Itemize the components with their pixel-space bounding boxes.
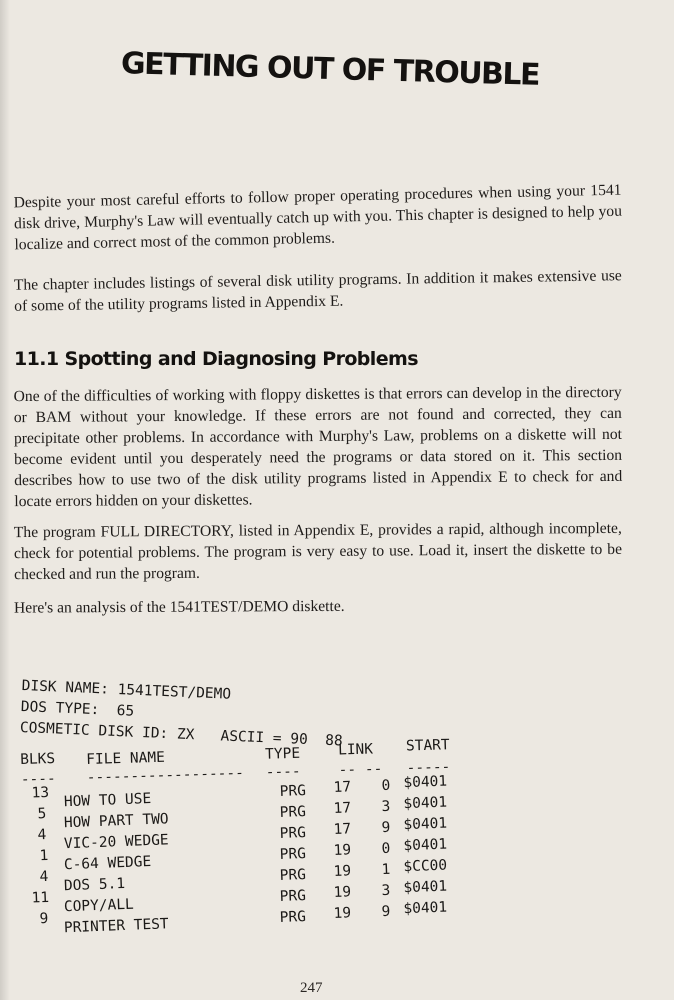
file-link-sector: 3 <box>381 882 391 900</box>
file-name: COPY/ALL <box>63 896 135 916</box>
file-blocks: 11 <box>31 889 50 907</box>
file-link-track: 19 <box>333 863 352 880</box>
file-link-sector: 1 <box>381 861 391 879</box>
file-type: PRG <box>279 825 307 843</box>
disk-name-line: DISK NAME: 1541TEST/DEMO <box>21 678 232 703</box>
section-paragraph-3: Here's an analysis of the 1541TEST/DEMO diskette. <box>13 597 345 617</box>
file-link-track: 17 <box>333 779 352 796</box>
section-heading: 11.1 Spotting and Diagnosing Problems <box>14 348 418 370</box>
file-blocks: 9 <box>39 910 49 928</box>
cosmetic-disk-id-line: COSMETIC DISK ID: ZX ASCII = 90 88 <box>19 719 343 750</box>
file-type: PRG <box>279 867 307 885</box>
column-dash-file-name: ------------------ <box>86 765 245 787</box>
file-link-track: 19 <box>333 884 352 901</box>
file-row <box>20 773 448 815</box>
column-dash-start: ----- <box>406 759 451 777</box>
section-paragraph-2: The program FULL DIRECTORY, listed in Appendix E, provides a rapid, although incomplete, check for potential problems. The program is very easy to use. Load it, insert the diskette to be checked and run the program. <box>13 519 623 584</box>
file-name: C-64 WEDGE <box>63 853 152 874</box>
file-link-sector: 0 <box>381 840 391 858</box>
file-type: PRG <box>279 804 307 822</box>
file-link-sector: 3 <box>381 798 391 816</box>
file-link-sector: 9 <box>381 819 391 837</box>
file-type: PRG <box>279 846 307 864</box>
file-blocks: 4 <box>37 826 47 844</box>
column-dash-blks: ---- <box>20 770 56 788</box>
file-name: HOW PART TWO <box>63 811 169 832</box>
column-dash-link: -- -- <box>338 761 383 779</box>
intro-paragraph-2: The chapter includes listings of several disk utility programs. In addition it makes extensive use of some of the utility programs listed in Appendix E. <box>13 267 622 315</box>
file-type: PRG <box>279 909 307 927</box>
file-blocks: 1 <box>39 847 49 865</box>
column-header-link: LINK <box>337 741 374 759</box>
file-blocks: 4 <box>39 868 49 886</box>
file-type: PRG <box>279 888 307 906</box>
column-header-file-name: FILE NAME <box>86 749 166 769</box>
file-start-address: $0401 <box>403 878 448 897</box>
section-paragraph-1: One of the difficulties of working with floppy diskettes is that errors can develop in the directory or BAM without your knowledge. If these errors are not found and corrected, they can precipitate other problems. In accordance with Murphy's Law, problems on a diskette will not become evident until you desperately need the programs or data stored on it. This section describes how to use two of the disk utility programs listed in Appendix E to check for and locate errors hidden on your diskettes. <box>13 383 623 511</box>
page-gutter-shadow <box>0 0 10 1000</box>
file-link-track: 19 <box>333 905 352 922</box>
file-type: PRG <box>279 783 307 801</box>
file-link-sector: 9 <box>381 903 391 921</box>
file-start-address: $0401 <box>403 794 448 813</box>
file-blocks: 13 <box>31 784 50 802</box>
file-link-track: 17 <box>333 800 352 817</box>
file-name: VIC-20 WEDGE <box>63 832 169 853</box>
column-header-type: TYPE <box>264 745 301 763</box>
file-name: HOW TO USE <box>63 790 152 811</box>
file-start-address: $0401 <box>403 815 448 834</box>
file-name: PRINTER TEST <box>63 916 169 937</box>
file-start-address: $CC00 <box>403 857 448 876</box>
column-dash-type: ---- <box>265 763 301 781</box>
file-blocks: 5 <box>37 805 47 823</box>
file-link-sector: 0 <box>381 777 391 795</box>
chapter-title: GETTING OUT OF TROUBLE <box>120 46 540 93</box>
column-header-blks: BLKS <box>20 750 56 768</box>
file-link-track: 17 <box>333 821 352 838</box>
dos-type-line: DOS TYPE: 65 <box>20 698 135 720</box>
page-number: 247 <box>300 980 323 996</box>
file-start-address: $0401 <box>403 836 448 855</box>
intro-paragraph-1: Despite your most careful efforts to follow proper operating procedures when using your 1541 disk drive, Murphy's Law will eventually catch up with you. This chapter is designed to help you localize and correct most of the common problems. <box>13 181 623 254</box>
file-link-track: 19 <box>333 842 352 859</box>
file-start-address: $0401 <box>403 773 448 792</box>
file-name: DOS 5.1 <box>63 875 126 895</box>
column-header-start: START <box>405 737 450 755</box>
file-start-address: $0401 <box>403 899 448 918</box>
